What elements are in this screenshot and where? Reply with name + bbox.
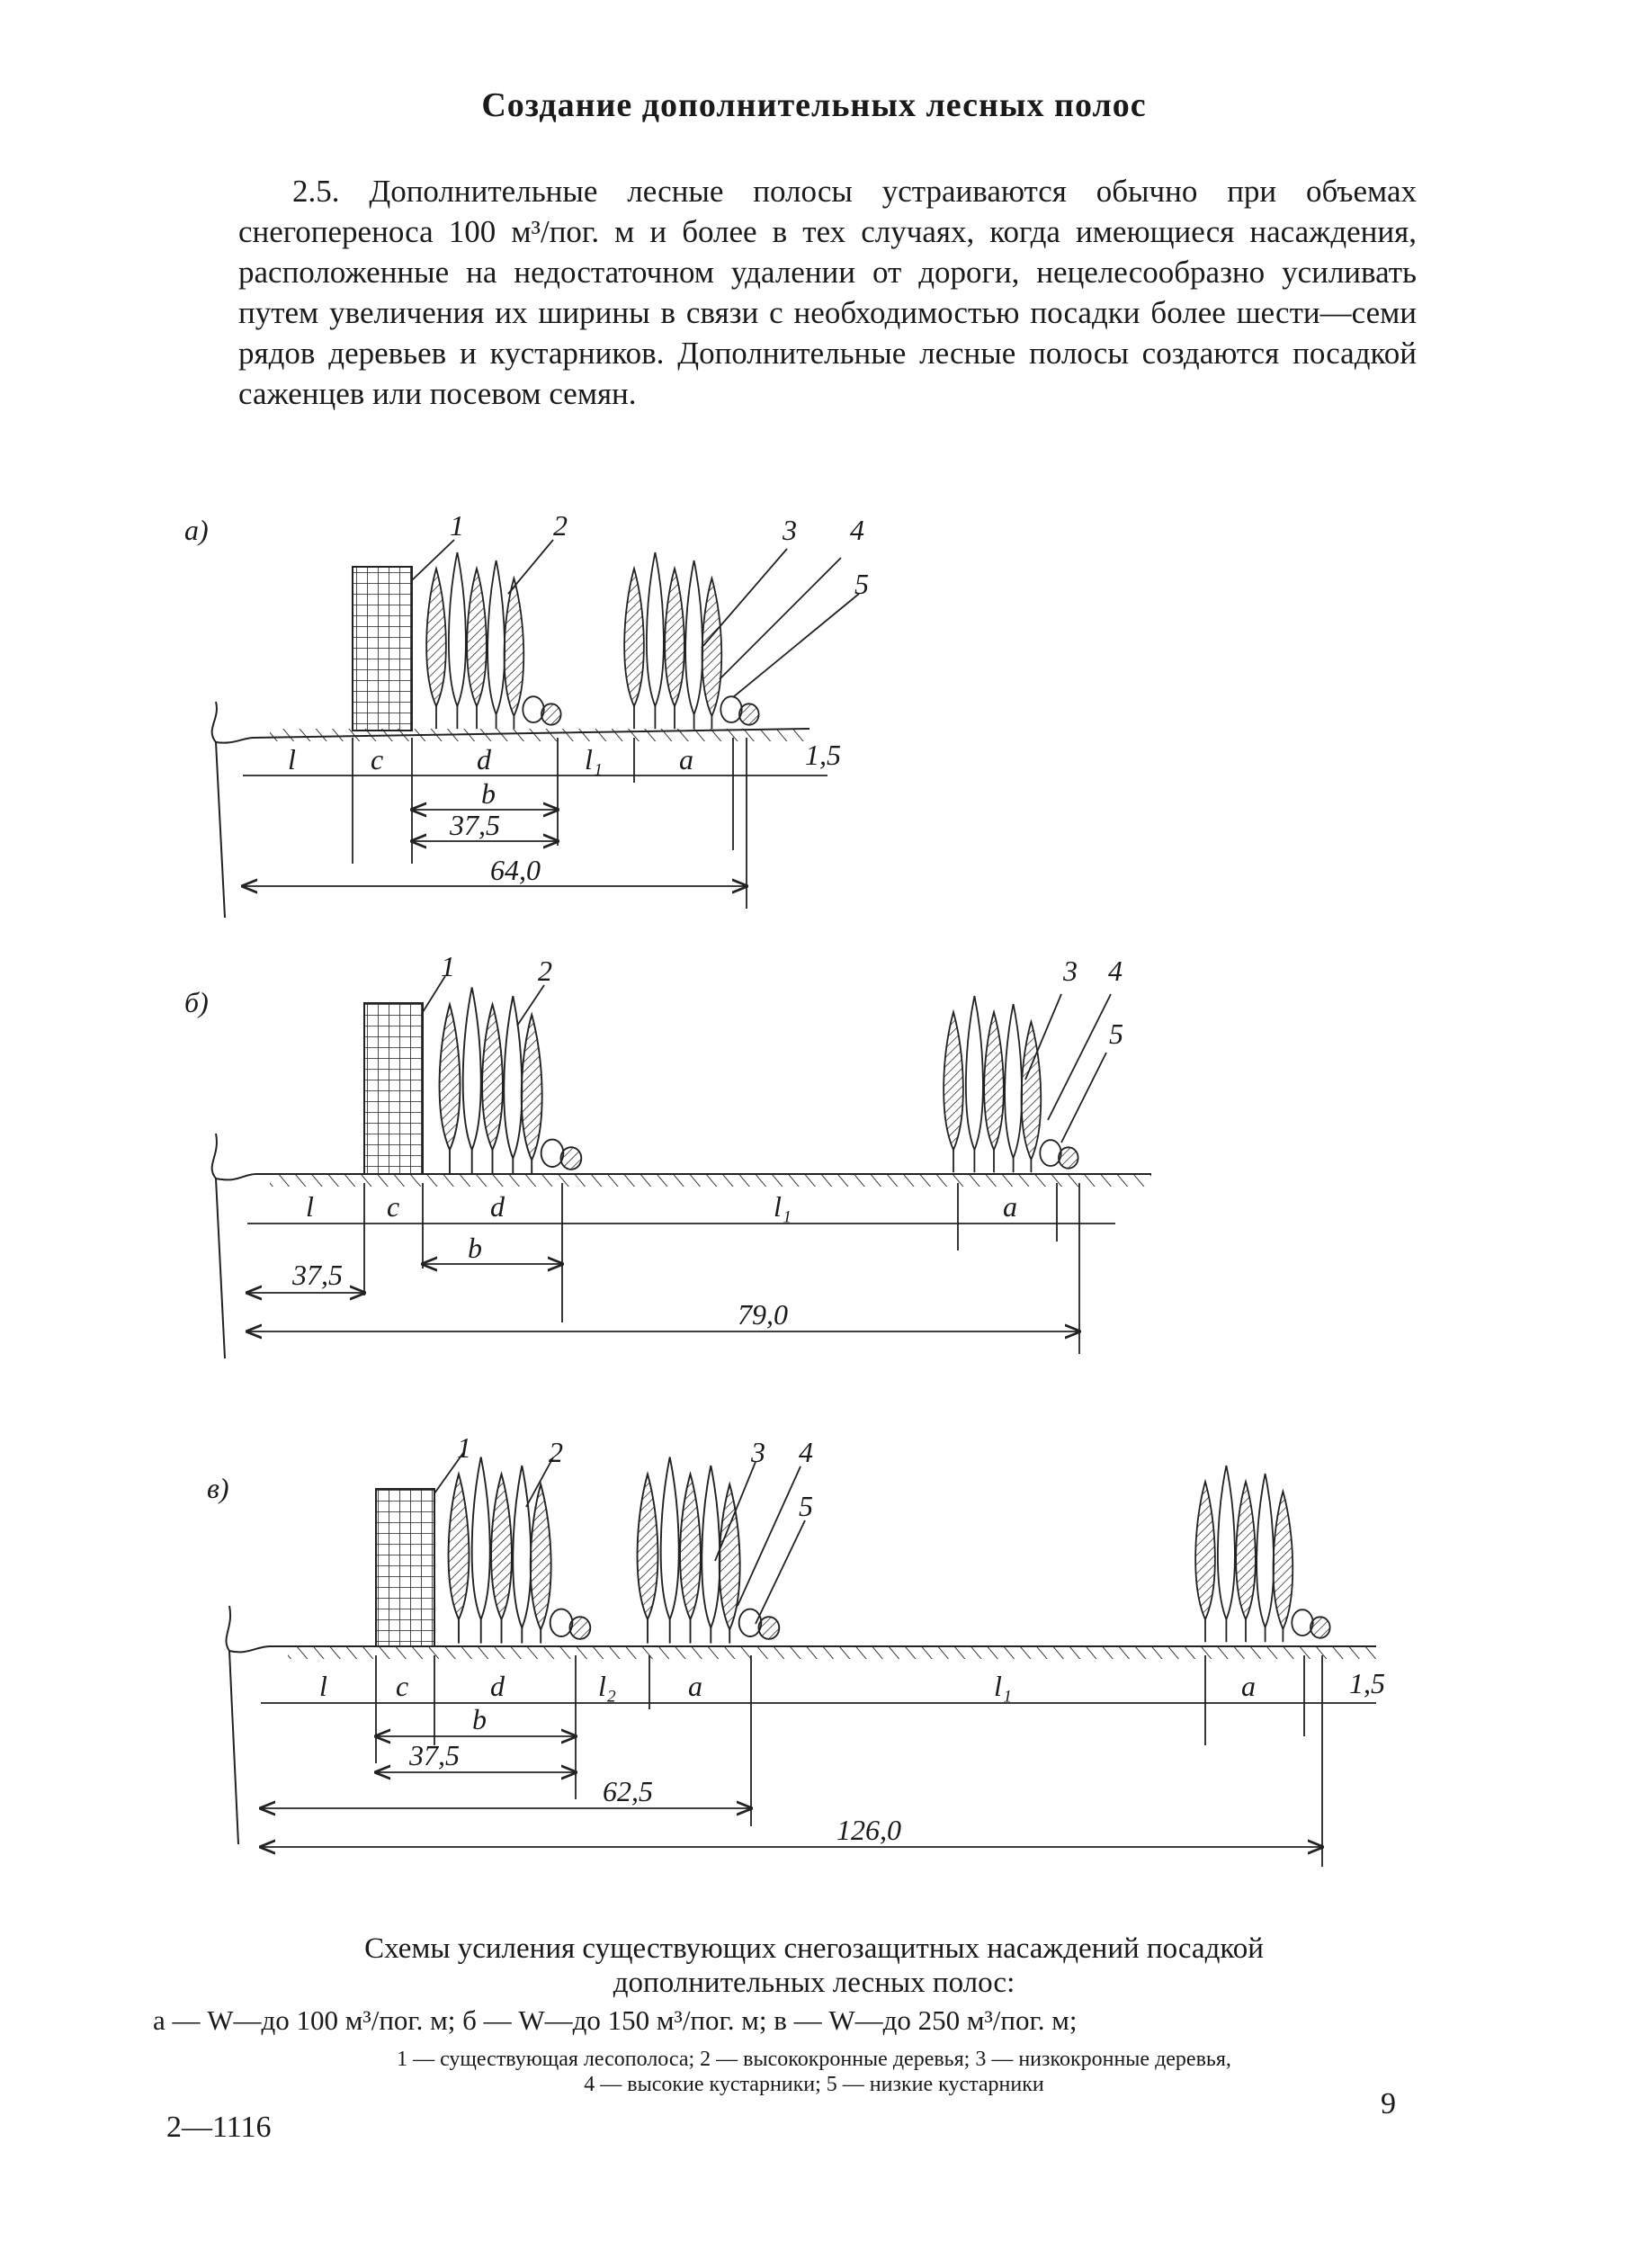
- figure-c-seg-l: l: [319, 1670, 327, 1702]
- figure-c-num-3: 3: [751, 1436, 765, 1468]
- figure-a-seg-l1: l₁: [585, 743, 604, 775]
- figure-c-num-2: 2: [549, 1436, 563, 1468]
- figure-a-seg-a: a: [679, 743, 693, 775]
- figure-c-dim-b: b: [472, 1703, 487, 1735]
- figure-b-num-2: 2: [538, 955, 552, 987]
- figure-a-num-5: 5: [854, 568, 869, 600]
- caption-line-1: Схемы усиления существующих снегозащитных насаждений посадкой: [364, 1932, 1264, 1965]
- figure-c-seg-d: d: [490, 1670, 505, 1702]
- figure-a-seg-d: d: [477, 743, 491, 775]
- figure-b-num-4: 4: [1108, 955, 1123, 987]
- figure-c-seg-l1: l₁: [994, 1670, 1013, 1702]
- figure-c: [207, 1431, 1385, 1867]
- figure-c-seg-a: a: [688, 1670, 702, 1702]
- figure-b-seg-c: c: [387, 1190, 400, 1223]
- figure-c-num-5: 5: [799, 1490, 813, 1522]
- caption-line-5: 4 — высокие кустарники; 5 — низкие кустарники: [584, 2073, 1044, 2096]
- caption-line-2: дополнительных лесных полос:: [613, 1967, 1015, 1999]
- caption-line-3: а — W—до 100 м³/пог. м; б — W—до 150 м³/пог. м; в — W—до 250 м³/пог. м;: [153, 2004, 1078, 2036]
- figure-a-seg-l: l: [288, 743, 296, 775]
- figure-b-letter: б): [184, 986, 209, 1018]
- figure-c-dim-625: 62,5: [603, 1775, 653, 1807]
- paragraph-text: 2.5. Дополнительные лесные полосы устраиваются обычно при объемах снегопереноса 100 м³/пог. м и более в тех случаях, когда имеющиеся насаждения, расположенные на недостаточном удалении от дороги, нецелесообразно усиливать путем увеличения их ширины в связи с необходимостью посадки более шести—семи рядов деревьев и кустарников. Дополнительные лесные полосы создаются посадкой саженцев или посевом семян.: [238, 174, 1417, 411]
- figure-a-seg-c: c: [371, 743, 384, 775]
- figure-a: [184, 509, 869, 918]
- figure-c-seg-c: c: [396, 1670, 409, 1702]
- figure-a-letter: а): [184, 514, 209, 546]
- figure-b-num-3: 3: [1063, 955, 1078, 987]
- figure-a-num-3: 3: [783, 514, 797, 546]
- figure-c-seg-l2: l₂: [598, 1670, 617, 1702]
- figure-a-num-1: 1: [450, 509, 464, 542]
- figure-a-dim-375: 37,5: [450, 809, 500, 841]
- caption-line-4: 1 — существующая лесополоса; 2 — высококронные деревья; 3 — низкокронные деревья,: [397, 2048, 1231, 2071]
- figure-b-seg-d: d: [490, 1190, 505, 1223]
- figure-a-dim-640: 64,0: [490, 854, 541, 886]
- figure-c-dim-1260: 126,0: [836, 1814, 901, 1846]
- figure-c-num-1: 1: [457, 1431, 471, 1464]
- figure-b-seg-l: l: [306, 1190, 314, 1223]
- figure-a-seg-15: 1,5: [805, 739, 841, 771]
- figure-b-seg-l1: l₁: [774, 1190, 792, 1223]
- figure-b-num-1: 1: [441, 950, 455, 982]
- figure-a-dim-b: b: [481, 777, 496, 810]
- footer-code: 2—1116: [166, 2111, 272, 2144]
- figure-a-num-2: 2: [553, 509, 568, 542]
- figure-b-dim-375: 37,5: [292, 1259, 343, 1291]
- figure-c-dim-375: 37,5: [409, 1739, 460, 1771]
- figure-b: [184, 950, 1151, 1358]
- figure-c-seg-a2: a: [1241, 1670, 1256, 1702]
- figure-b-dim-790: 79,0: [738, 1298, 788, 1331]
- figure-b-num-5: 5: [1109, 1017, 1123, 1050]
- page-title: Создание дополнительных лесных полос: [481, 86, 1147, 124]
- figure-c-num-4: 4: [799, 1436, 813, 1468]
- figure-b-seg-a: a: [1003, 1190, 1017, 1223]
- figure-b-dim-b: b: [468, 1232, 482, 1264]
- page-number: 9: [1381, 2087, 1396, 2120]
- figure-a-num-4: 4: [850, 514, 864, 546]
- figure-c-letter: в): [207, 1472, 229, 1504]
- figure-c-seg-15: 1,5: [1349, 1667, 1385, 1699]
